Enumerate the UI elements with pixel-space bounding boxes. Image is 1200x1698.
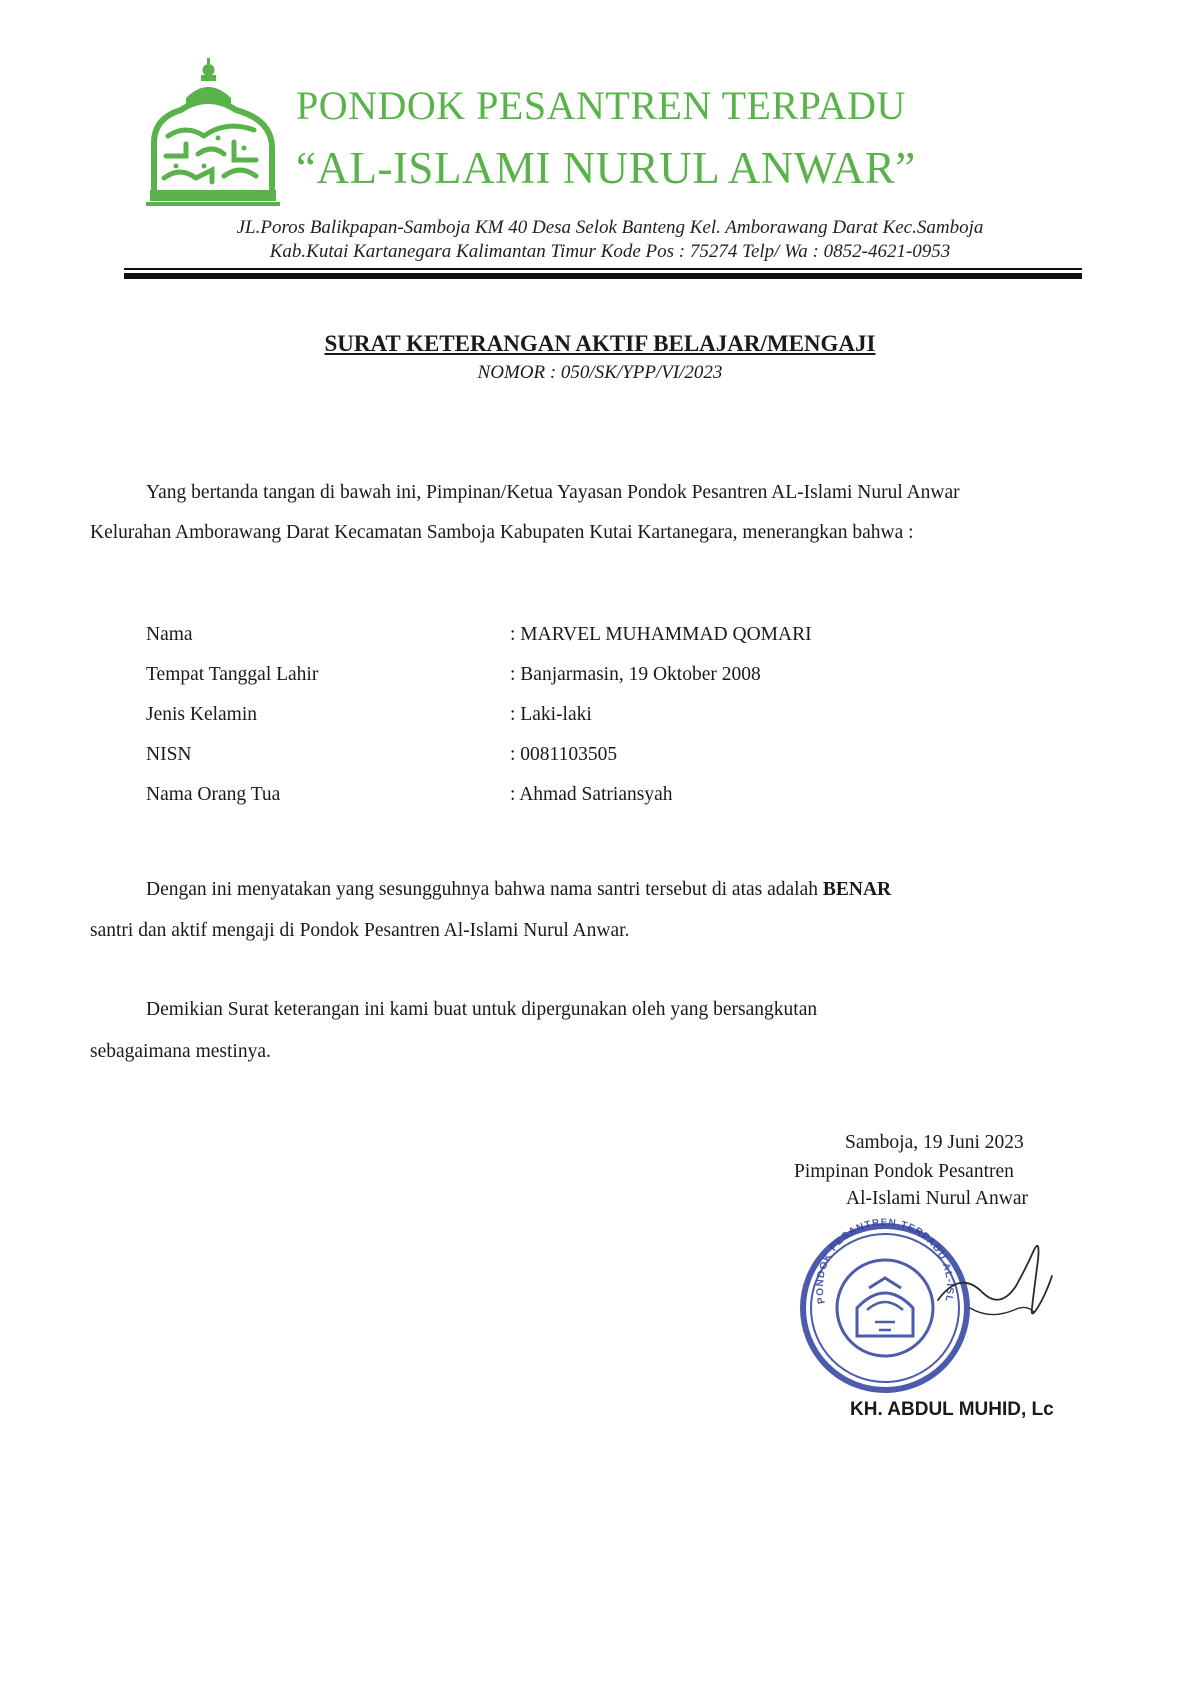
field-value-nama: : MARVEL MUHAMMAD QOMARI [510, 624, 812, 645]
address-line2: Kab.Kutai Kartanegara Kalimantan Timur Kode Pos : 75274 Telp/ Wa : 0852-4621-0953 [269, 241, 951, 262]
field-label-jenis-kelamin: Jenis Kelamin [146, 704, 258, 725]
address-line1: JL.Poros Balikpapan-Samboja KM 40 Desa Selok Banteng Kel. Amborawang Darat Kec.Samboja [236, 217, 984, 238]
intro-line2: Kelurahan Amborawang Darat Kecamatan Samboja Kabupaten Kutai Kartanegara, menerangkan bahwa : [90, 522, 914, 543]
institution-name-line2: “AL-ISLAMI NURUL ANWAR” [296, 143, 916, 193]
handwritten-signature [930, 1230, 1060, 1360]
institution-name-line1: PONDOK PESANTREN TERPADU [296, 83, 906, 128]
signature-role-line1: Pimpinan Pondok Pesantren [794, 1161, 1014, 1182]
statement-benar: BENAR [822, 879, 892, 900]
closing-line2: sebagaimana mestinya. [90, 1041, 271, 1062]
field-label-orang-tua: Nama Orang Tua [146, 784, 281, 805]
field-value-orang-tua: : Ahmad Satriansyah [510, 784, 673, 805]
field-value-nisn: : 0081103505 [510, 744, 618, 765]
field-label-ttl: Tempat Tanggal Lahir [146, 664, 319, 685]
field-label-nisn: NISN [146, 744, 192, 765]
field-value-ttl: : Banjarmasin, 19 Oktober 2008 [510, 664, 761, 685]
intro-line1: Yang bertanda tangan di bawah ini, Pimpinan/Ketua Yayasan Pondok Pesantren AL-Islami Nurul Anwar [146, 482, 960, 503]
header-divider-thick [124, 273, 1082, 279]
field-value-jenis-kelamin: : Laki-laki [510, 704, 592, 725]
field-label-nama: Nama [146, 624, 193, 645]
signature-role-line2: Al-Islami Nurul Anwar [846, 1188, 1028, 1209]
document-number: NOMOR : 050/SK/YPP/VI/2023 [477, 362, 723, 383]
stamp-arc-text: PONDOK PESANTREN TERPADU AL-ISL [814, 1217, 956, 1305]
statement-line2: santri dan aktif mengaji di Pondok Pesantren Al-Islami Nurul Anwar. [90, 920, 630, 941]
closing-line1: Demikian Surat keterangan ini kami buat untuk dipergunakan oleh yang bersangkutan [146, 999, 818, 1020]
document-title: SURAT KETERANGAN AKTIF BELAJAR/MENGAJI [324, 331, 876, 356]
header-divider-thin [124, 268, 1082, 270]
signature-place-date: Samboja, 19 Juni 2023 [845, 1132, 1024, 1153]
institution-logo [146, 58, 280, 208]
signer-name: KH. ABDUL MUHID, Lc [850, 1399, 1054, 1420]
statement-line1-text: Dengan ini menyatakan yang sesungguhnya bahwa nama santri tersebut di atas adalah [146, 879, 823, 900]
statement-line1 [146, 880, 891, 900]
